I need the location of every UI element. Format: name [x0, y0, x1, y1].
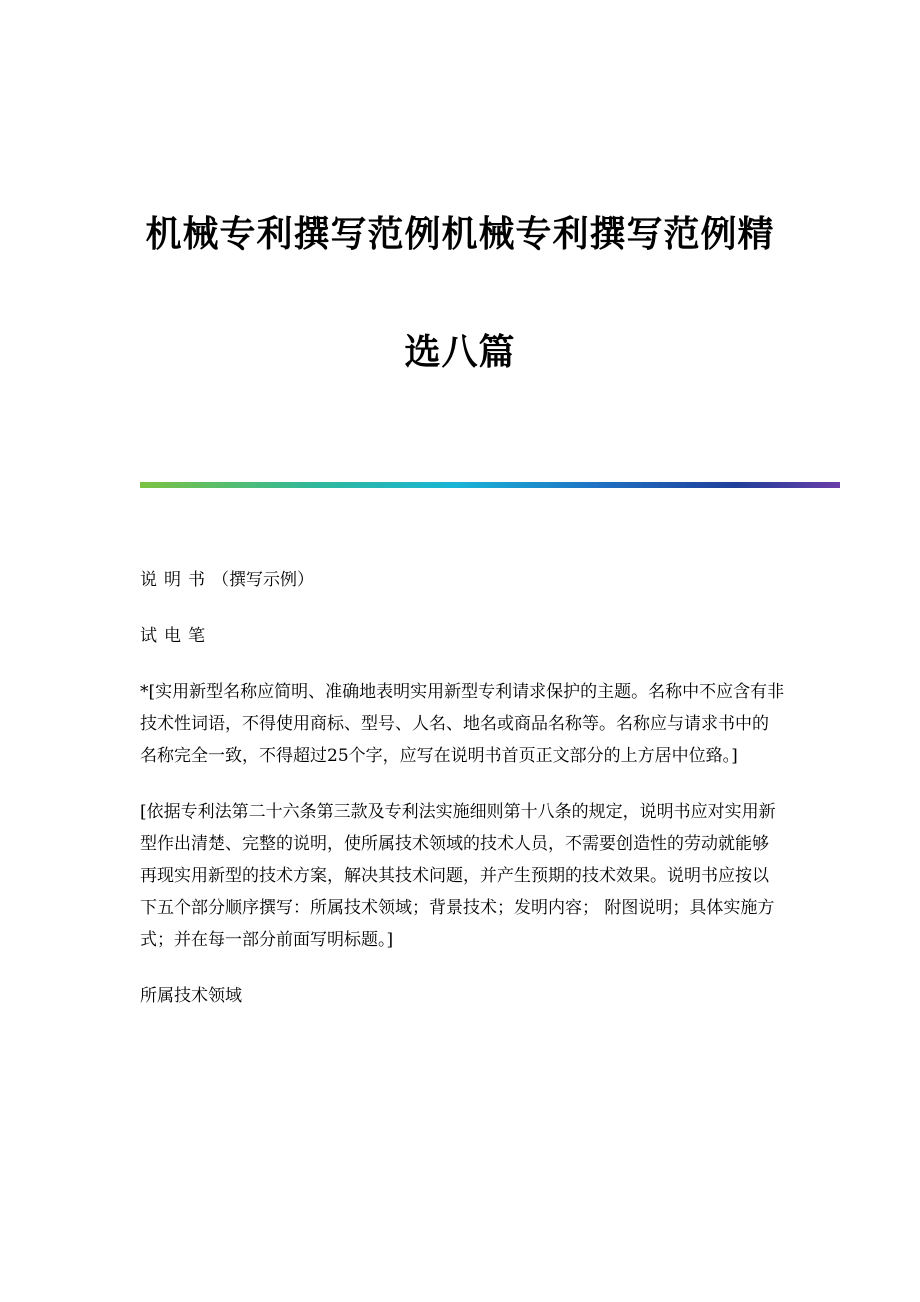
document-body	[140, 564, 785, 1036]
gradient-divider	[140, 482, 840, 488]
heading-instructions-label: 说明书	[140, 570, 212, 590]
title-line-2: 选八篇	[404, 331, 516, 373]
document-title	[130, 210, 790, 376]
paragraph-title-rules: *[实用新型名称应简明、准确地表明实用新型专利请求保护的主题。名称中不应含有非技术性词语，不得使用商标、型号、人名、地名或商品名称等。名称应与请求书中的名称完全一致，不得超过25个字，应写在说明书首页正文部分的上方居中位臵。]	[140, 682, 785, 766]
title-line-1: 机械专利撰写范例机械专利撰写范例精	[145, 213, 775, 255]
heading-instructions	[140, 564, 785, 596]
section-heading-technical-field: 所属技术领域	[140, 986, 242, 1006]
paragraph-description-rules: [依据专利法第二十六条第三款及专利法实施细则第十八条的规定，说明书应对实用新型作出清楚、完整的说明，使所属技术领域的技术人员，不需要创造性的劳动就能够再现实用新型的技术方案，解决其技术问题，并产生预期的技术效果。说明书应按以下五个部分顺序撰写：所属技术领域；背景技术；发明内容； 附图说明；具体实施方式；并在每一部分前面写明标题。]	[140, 802, 776, 950]
heading-instructions-suffix: （撰写示例）	[212, 570, 314, 590]
heading-device-name: 试电笔	[140, 626, 212, 646]
